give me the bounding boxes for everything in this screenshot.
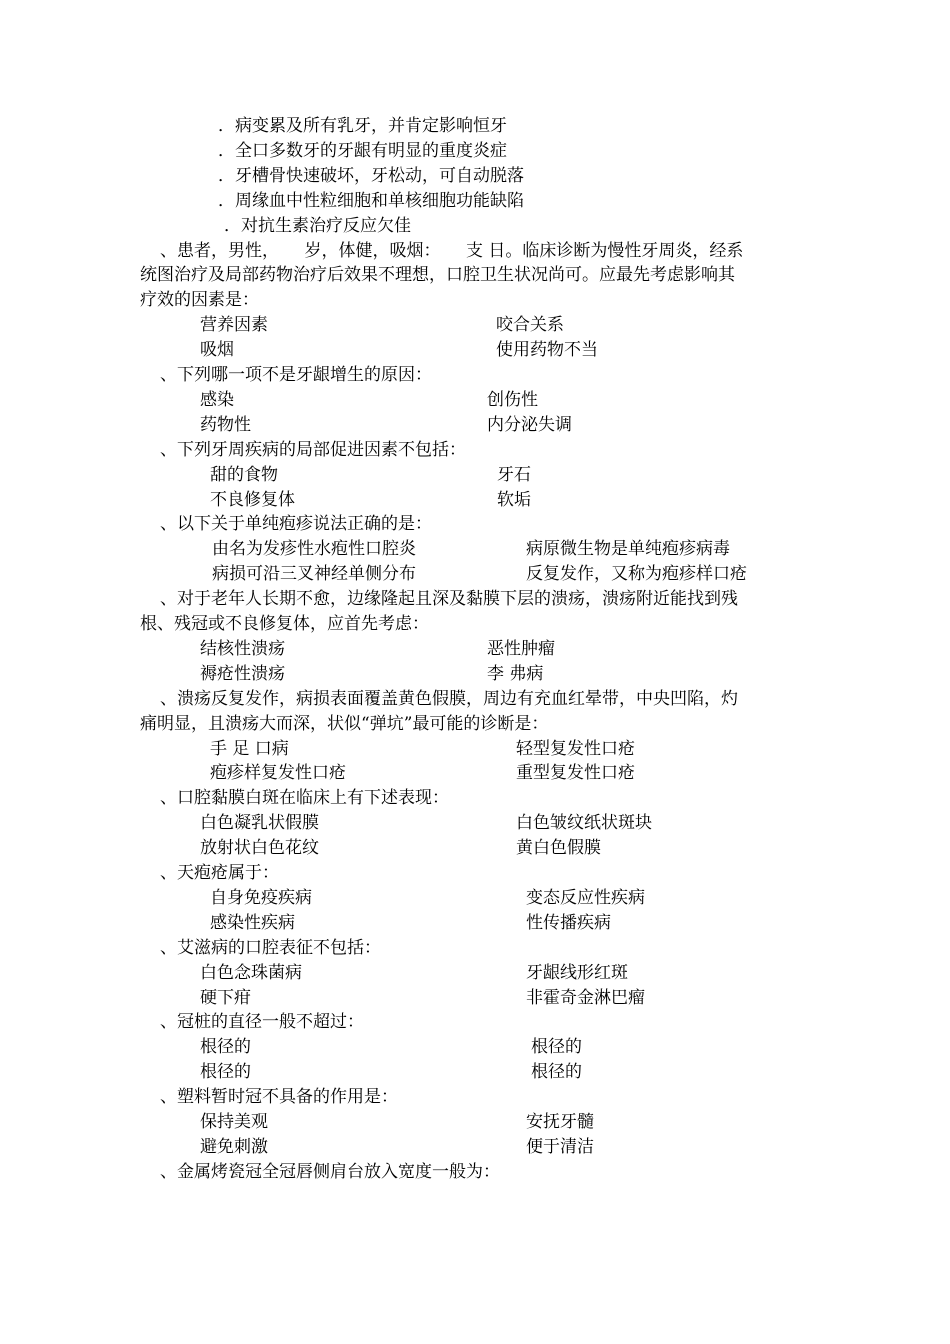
question-stem-line: 、天疱疮属于： (160, 863, 279, 883)
answer-option: 病原微生物是单纯疱疹病毒 (526, 539, 730, 559)
prev-option-line: ．牙槽骨快速破坏，牙松动，可自动脱落 (218, 166, 524, 186)
answer-option: 黄白色假膜 (516, 838, 601, 858)
answer-option: 营养因素 (200, 315, 268, 335)
answer-option: 由名为发疹性水疱性口腔炎 (212, 539, 416, 559)
answer-option: 疱疹样复发性口疮 (210, 763, 346, 783)
answer-option: 性传播疾病 (526, 913, 611, 933)
answer-option: 硬下疳 (200, 988, 251, 1008)
answer-option: 结核性溃疡 (200, 639, 285, 659)
answer-option: 使用药物不当 (496, 340, 598, 360)
answer-option: 便于清洁 (526, 1137, 594, 1157)
answer-option: 根径的 (200, 1062, 251, 1082)
answer-option: 病损可沿三叉神经单侧分布 (212, 564, 416, 584)
question-stem-line: 根、残冠或不良修复体，应首先考虑： (140, 614, 429, 634)
answer-option: 保持美观 (200, 1112, 268, 1132)
answer-option: 非霍奇金淋巴瘤 (526, 988, 645, 1008)
answer-option: 药物性 (200, 415, 251, 435)
prev-option-line: ．病变累及所有乳牙，并肯定影响恒牙 (218, 116, 507, 136)
answer-option: 感染 (200, 390, 234, 410)
question-stem-line: 、口腔黏膜白斑在临床上有下述表现： (160, 788, 449, 808)
question-stem-line: 、艾滋病的口腔表征不包括： (160, 938, 381, 958)
answer-option: 软垢 (497, 490, 531, 510)
prev-option-line: ．全口多数牙的牙龈有明显的重度炎症 (218, 141, 507, 161)
question-stem-line: 、溃疡反复发作，病损表面覆盖黄色假膜，周边有充血红晕带，中央凹陷，灼 (160, 689, 738, 709)
answer-option: 白色凝乳状假膜 (200, 813, 319, 833)
answer-option: 创伤性 (487, 390, 538, 410)
answer-option: 轻型复发性口疮 (516, 739, 635, 759)
question-stem-line: 统图治疗及局部药物治疗后效果不理想，口腔卫生状况尚可。应最先考虑影响其 (140, 265, 735, 285)
answer-option: 手 足 口病 (210, 739, 289, 759)
answer-option: 自身免疫疾病 (210, 888, 312, 908)
answer-option: 白色念珠菌病 (200, 963, 302, 983)
question-stem-line: 、下列牙周疾病的局部促进因素不包括： (160, 440, 466, 460)
question-stem-line: 、金属烤瓷冠全冠唇侧肩台放入宽度一般为： (160, 1162, 500, 1182)
answer-option: 吸烟 (200, 340, 234, 360)
answer-option: 褥疮性溃疡 (200, 664, 285, 684)
question-stem-line: 、患者，男性， 岁，体健，吸烟： 支 日。临床诊断为慢性牙周炎，经系 (160, 241, 744, 261)
answer-option: 咬合关系 (496, 315, 564, 335)
answer-option: 反复发作，又称为疱疹样口疮 (526, 564, 747, 584)
prev-option-line: ．对抗生素治疗反应欠佳 (224, 216, 411, 236)
answer-option: 白色皱纹纸状斑块 (516, 813, 652, 833)
answer-option: 牙石 (497, 465, 531, 485)
answer-option: 安抚牙髓 (526, 1112, 594, 1132)
answer-option: 根径的 (531, 1037, 582, 1057)
question-stem-line: 、下列哪一项不是牙龈增生的原因： (160, 365, 432, 385)
question-stem-line: 、对于老年人长期不愈，边缘隆起且深及黏膜下层的溃疡，溃疡附近能找到残 (160, 589, 738, 609)
answer-option: 避免刺激 (200, 1137, 268, 1157)
answer-option: 恶性肿瘤 (487, 639, 555, 659)
question-stem-line: 、塑料暂时冠不具备的作用是： (160, 1087, 398, 1107)
answer-option: 根径的 (531, 1062, 582, 1082)
question-stem-line: 、以下关于单纯疱疹说法正确的是： (160, 514, 432, 534)
answer-option: 放射状白色花纹 (200, 838, 319, 858)
answer-option: 李 弗病 (487, 664, 544, 684)
answer-option: 变态反应性疾病 (526, 888, 645, 908)
question-stem-line: 痛明显，且溃疡大而深，状似“弹坑”最可能的诊断是： (140, 714, 549, 734)
answer-option: 不良修复体 (210, 490, 295, 510)
answer-option: 根径的 (200, 1037, 251, 1057)
prev-option-line: ．周缘血中性粒细胞和单核细胞功能缺陷 (218, 191, 524, 211)
question-stem-line: 、冠桩的直径一般不超过： (160, 1012, 364, 1032)
answer-option: 重型复发性口疮 (516, 763, 635, 783)
answer-option: 牙龈线形红斑 (526, 963, 628, 983)
answer-option: 内分泌失调 (487, 415, 572, 435)
answer-option: 感染性疾病 (210, 913, 295, 933)
question-stem-line: 疗效的因素是： (140, 290, 259, 310)
answer-option: 甜的食物 (210, 465, 278, 485)
